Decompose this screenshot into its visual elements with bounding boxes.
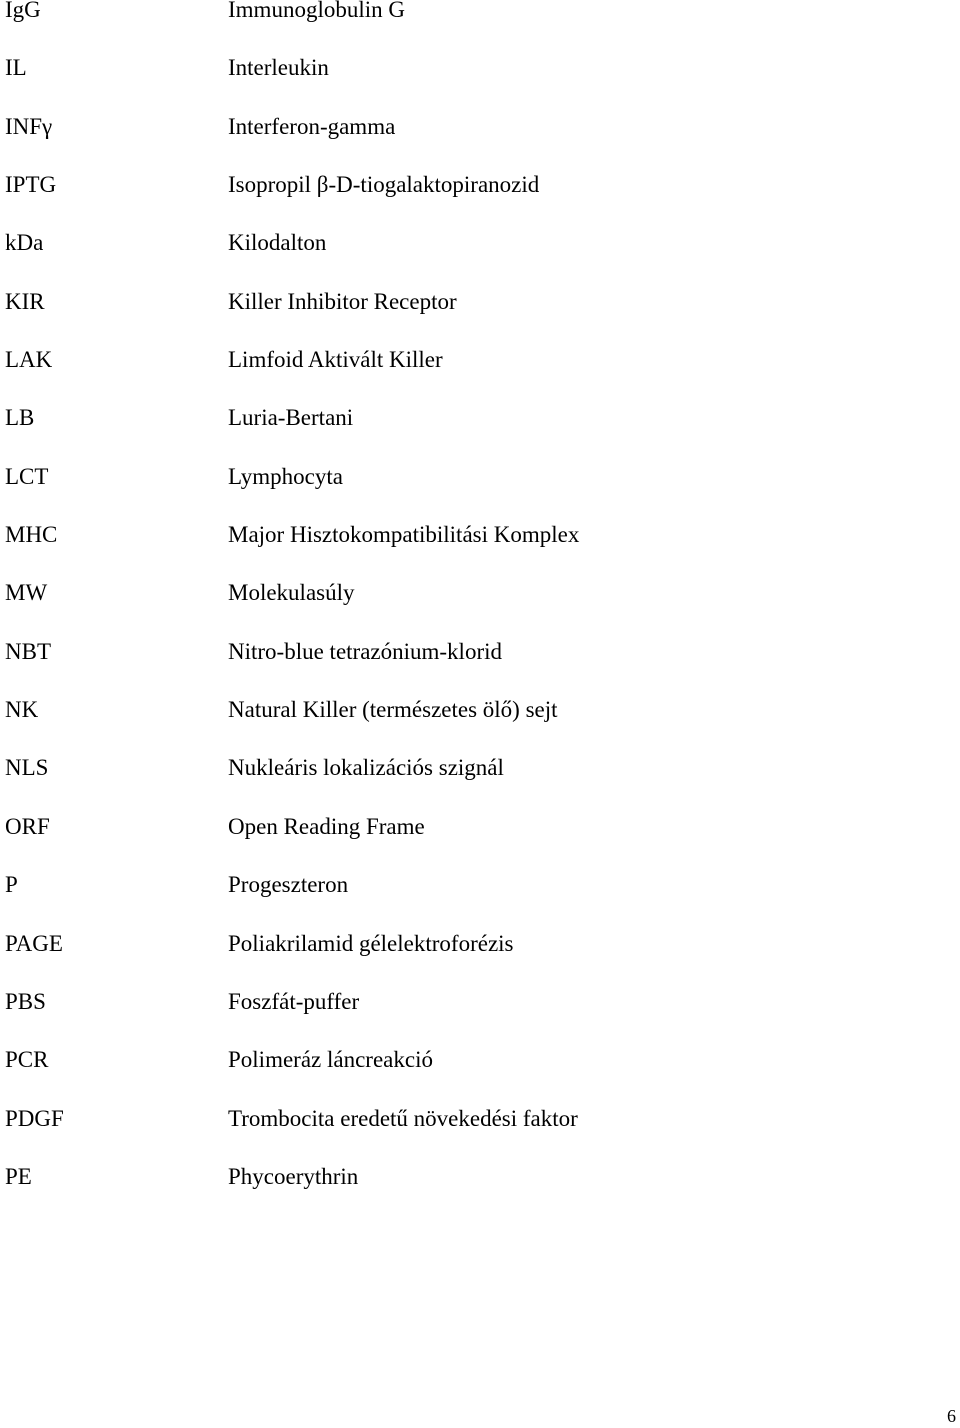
abbreviation: LAK bbox=[5, 347, 53, 373]
abbreviation: P bbox=[5, 872, 18, 898]
abbreviation-row bbox=[0, 633, 960, 691]
abbreviation: NBT bbox=[5, 638, 51, 664]
abbreviation-row bbox=[0, 458, 960, 516]
abbreviation: INFγ bbox=[5, 113, 53, 139]
abbreviation-row bbox=[0, 1041, 960, 1099]
abbreviation: PE bbox=[5, 1163, 32, 1189]
abbreviation-row bbox=[0, 224, 960, 282]
abbreviation-row bbox=[0, 925, 960, 983]
abbreviation-meaning: Phycoerythrin bbox=[228, 1163, 359, 1189]
abbreviation-row bbox=[0, 166, 960, 224]
abbreviation-row bbox=[0, 808, 960, 866]
abbreviation-row bbox=[0, 574, 960, 632]
abbreviation-meaning: Major Hisztokompatibilitási Komplex bbox=[228, 522, 580, 548]
abbreviation: MW bbox=[5, 580, 48, 606]
abbreviation-meaning: Nitro-blue tetrazónium-klorid bbox=[228, 638, 503, 664]
abbreviation: NK bbox=[5, 697, 39, 723]
abbreviation: NLS bbox=[5, 755, 49, 781]
abbreviation-meaning: Molekulasúly bbox=[228, 580, 355, 606]
abbreviation-row bbox=[0, 749, 960, 807]
abbreviation-row bbox=[0, 516, 960, 574]
abbreviation-meaning: Poliakrilamid gélelektroforézis bbox=[228, 930, 514, 956]
abbreviation-meaning: Luria-Bertani bbox=[228, 405, 354, 431]
abbreviation-meaning: Nukleáris lokalizációs szignál bbox=[228, 755, 504, 781]
abbreviation-meaning: Foszfát-puffer bbox=[228, 988, 360, 1014]
abbreviation-meaning: Open Reading Frame bbox=[228, 813, 425, 839]
abbreviation: IgG bbox=[5, 0, 41, 22]
abbreviation-meaning: Interferon-gamma bbox=[228, 113, 396, 139]
abbreviation: PDGF bbox=[5, 1105, 64, 1131]
abbreviation-meaning: Immunoglobulin G bbox=[228, 0, 405, 22]
abbreviation: KIR bbox=[5, 288, 45, 314]
abbreviation-row bbox=[0, 983, 960, 1041]
abbreviation-meaning: Limfoid Aktivált Killer bbox=[228, 347, 443, 373]
abbreviation-row bbox=[0, 283, 960, 341]
abbreviation: PCR bbox=[5, 1047, 49, 1073]
abbreviation-meaning: Interleukin bbox=[228, 55, 329, 81]
abbreviation-row bbox=[0, 108, 960, 166]
abbreviation-meaning: Kilodalton bbox=[228, 230, 327, 256]
abbreviation: LCT bbox=[5, 463, 49, 489]
abbreviation: PAGE bbox=[5, 930, 63, 956]
abbreviation-row bbox=[0, 0, 960, 49]
abbreviation-meaning: Lymphocyta bbox=[228, 463, 343, 489]
abbreviation: PBS bbox=[5, 988, 46, 1014]
abbreviation-row bbox=[0, 691, 960, 749]
abbreviation: LB bbox=[5, 405, 35, 431]
abbreviation: kDa bbox=[5, 230, 44, 256]
abbreviation-meaning: Polimeráz láncreakció bbox=[228, 1047, 433, 1073]
abbreviation: MHC bbox=[5, 522, 58, 548]
abbreviation-row bbox=[0, 866, 960, 924]
abbreviation-row bbox=[0, 49, 960, 107]
abbreviation-meaning: Progeszteron bbox=[228, 872, 349, 898]
abbreviation-row bbox=[0, 399, 960, 457]
abbreviation-meaning: Isopropil β-D-tiogalaktopiranozid bbox=[228, 172, 540, 198]
abbreviation-row bbox=[0, 341, 960, 399]
abbreviation: ORF bbox=[5, 813, 50, 839]
abbreviation-row bbox=[0, 1100, 960, 1158]
page-number: 6 bbox=[947, 1406, 956, 1426]
abbreviation-row bbox=[0, 1158, 960, 1216]
abbreviation-meaning: Natural Killer (természetes ölő) sejt bbox=[228, 697, 558, 723]
abbreviation: IL bbox=[5, 55, 27, 81]
abbreviation: IPTG bbox=[5, 172, 57, 198]
abbreviation-meaning: Trombocita eredetű növekedési faktor bbox=[228, 1105, 578, 1131]
abbreviation-meaning: Killer Inhibitor Receptor bbox=[228, 288, 457, 314]
